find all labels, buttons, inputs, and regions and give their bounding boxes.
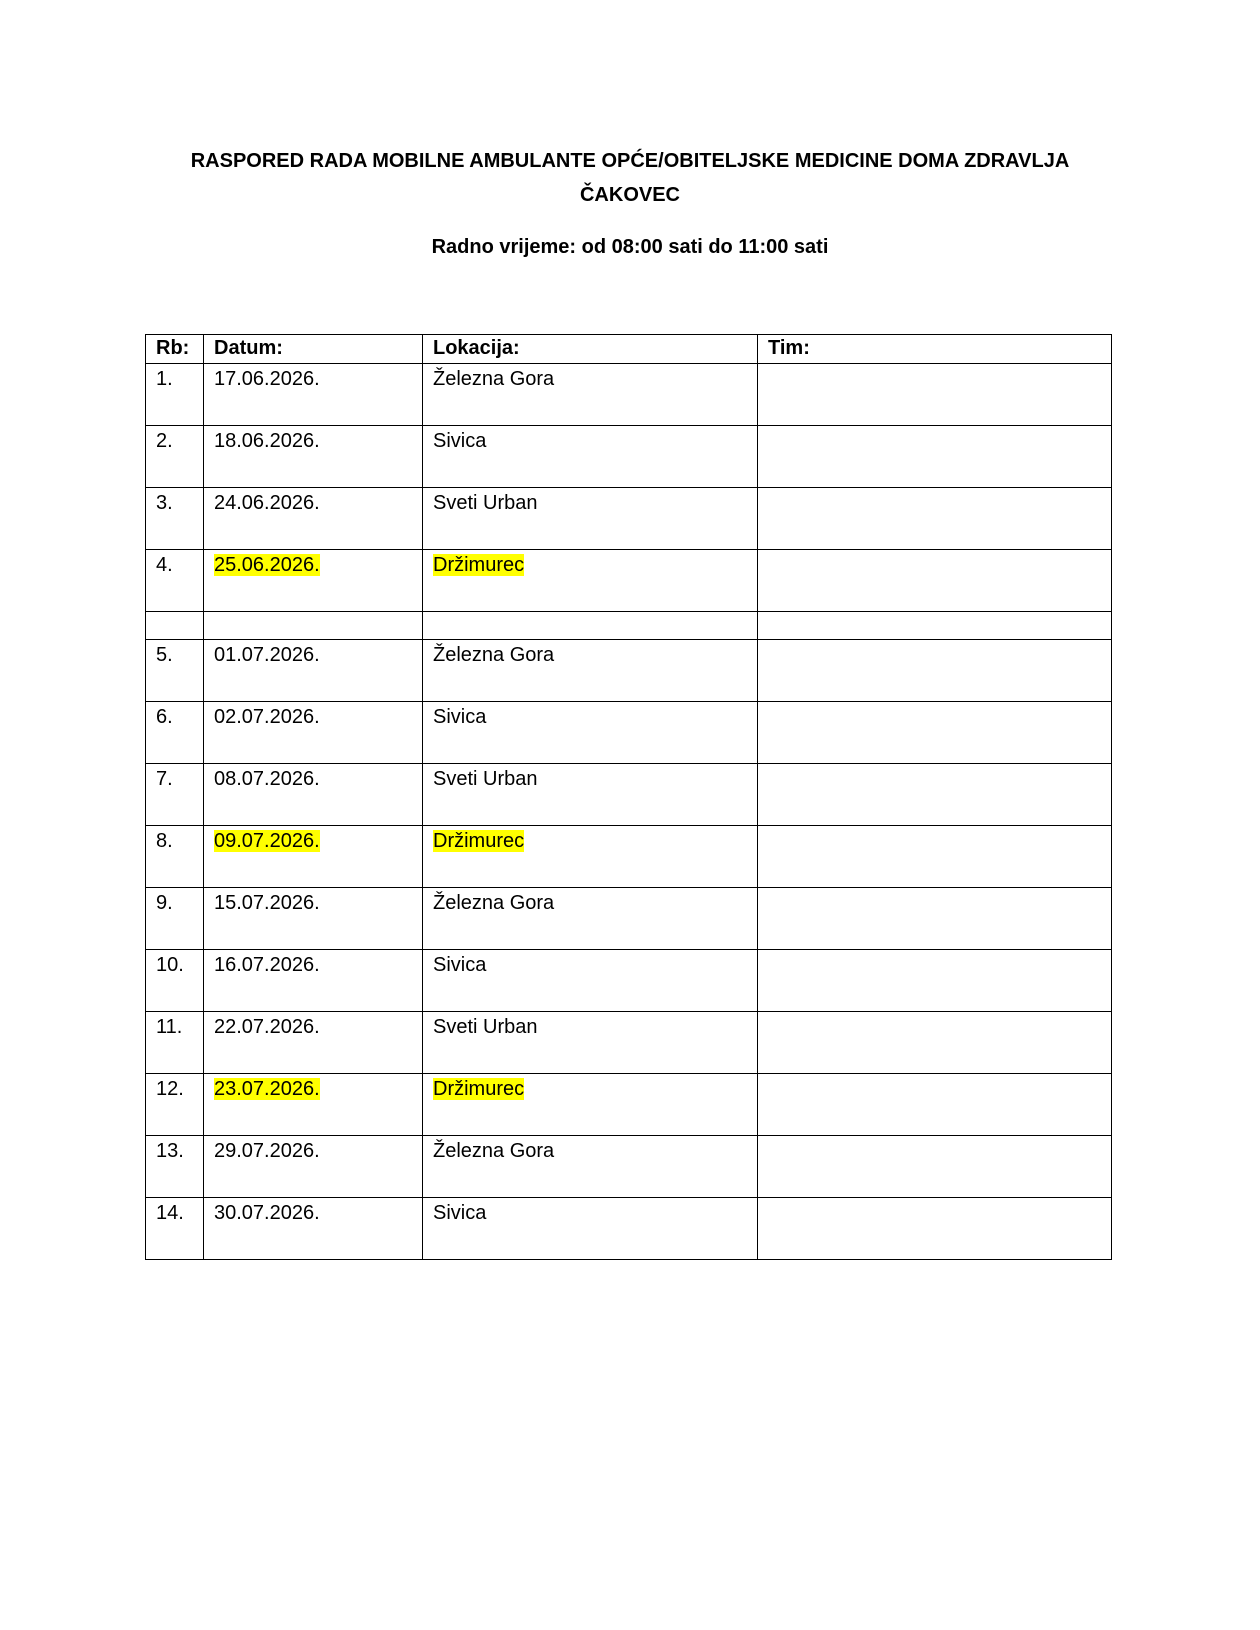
working-hours: Radno vrijeme: od 08:00 sati do 11:00 sati: [431, 236, 829, 258]
document-title: [150, 144, 1110, 212]
cell-datum-text: 24.06.2026.: [214, 492, 320, 514]
cell-rb: 5.: [146, 640, 204, 702]
cell-datum-text: 22.07.2026.: [214, 1016, 320, 1038]
cell-tim: [758, 950, 1112, 1012]
schedule-table: [145, 334, 1112, 1260]
highlighted-location: Držimurec: [433, 554, 525, 576]
cell-lokacija-text: Sivica: [433, 706, 487, 728]
cell-tim: [758, 488, 1112, 550]
cell-lokacija: [423, 426, 758, 488]
cell-datum-text: 16.07.2026.: [214, 954, 320, 976]
table-row: [146, 702, 1112, 764]
cell-datum: [204, 612, 423, 640]
table-row: [146, 364, 1112, 426]
cell-tim: [758, 1136, 1112, 1198]
table-row: [146, 426, 1112, 488]
cell-rb: [146, 612, 204, 640]
cell-datum: [204, 702, 423, 764]
highlighted-location: Držimurec: [433, 830, 525, 852]
cell-datum: [204, 888, 423, 950]
cell-rb: 14.: [146, 1198, 204, 1260]
table-row: [146, 1136, 1112, 1198]
cell-lokacija-text: Železna Gora: [433, 1140, 555, 1162]
cell-lokacija: [423, 612, 758, 640]
cell-rb: 10.: [146, 950, 204, 1012]
cell-lokacija: [423, 640, 758, 702]
cell-lokacija: [423, 1198, 758, 1260]
cell-tim: [758, 888, 1112, 950]
cell-rb: 1.: [146, 364, 204, 426]
cell-datum: [204, 640, 423, 702]
table-row: [146, 550, 1112, 612]
cell-rb: 9.: [146, 888, 204, 950]
cell-lokacija-text: Železna Gora: [433, 644, 555, 666]
table-row: [146, 1198, 1112, 1260]
cell-datum-text: 29.07.2026.: [214, 1140, 320, 1162]
table-row: [146, 950, 1112, 1012]
table-row: [146, 488, 1112, 550]
table-row: [146, 826, 1112, 888]
header-datum: Datum:: [204, 335, 423, 364]
cell-rb: 12.: [146, 1074, 204, 1136]
cell-tim: [758, 764, 1112, 826]
cell-datum-text: 18.06.2026.: [214, 430, 320, 452]
cell-lokacija: [423, 1136, 758, 1198]
cell-datum-text: 02.07.2026.: [214, 706, 320, 728]
cell-datum: [204, 826, 423, 888]
cell-tim: [758, 612, 1112, 640]
cell-lokacija: [423, 826, 758, 888]
cell-rb: 13.: [146, 1136, 204, 1198]
cell-lokacija: [423, 702, 758, 764]
cell-lokacija: [423, 364, 758, 426]
cell-datum: [204, 1012, 423, 1074]
cell-datum: [204, 426, 423, 488]
cell-lokacija-text: Železna Gora: [433, 892, 555, 914]
header-tim: Tim:: [758, 335, 1112, 364]
cell-tim: [758, 702, 1112, 764]
cell-lokacija-text: Železna Gora: [433, 368, 555, 390]
cell-datum: [204, 1136, 423, 1198]
cell-rb: 4.: [146, 550, 204, 612]
cell-lokacija: [423, 1074, 758, 1136]
cell-datum-text: 17.06.2026.: [214, 368, 320, 390]
table-row-empty: [146, 612, 1112, 640]
cell-tim: [758, 1198, 1112, 1260]
cell-lokacija-text: Sveti Urban: [433, 492, 538, 514]
cell-lokacija-text: Sivica: [433, 430, 487, 452]
highlighted-date: 09.07.2026.: [214, 830, 320, 852]
cell-tim: [758, 826, 1112, 888]
cell-tim: [758, 426, 1112, 488]
cell-lokacija-text: Sveti Urban: [433, 768, 538, 790]
table-row: [146, 764, 1112, 826]
highlighted-location: Držimurec: [433, 1078, 525, 1100]
table-row: [146, 1074, 1112, 1136]
cell-rb: 11.: [146, 1012, 204, 1074]
cell-rb: 2.: [146, 426, 204, 488]
cell-rb: 3.: [146, 488, 204, 550]
cell-tim: [758, 550, 1112, 612]
cell-lokacija: [423, 888, 758, 950]
document-title-line2: ČAKOVEC: [579, 184, 680, 206]
table-row: [146, 888, 1112, 950]
highlighted-date: 23.07.2026.: [214, 1078, 320, 1100]
cell-lokacija: [423, 950, 758, 1012]
cell-lokacija: [423, 488, 758, 550]
cell-rb: 8.: [146, 826, 204, 888]
cell-tim: [758, 640, 1112, 702]
cell-datum: [204, 950, 423, 1012]
cell-lokacija-text: Sivica: [433, 954, 487, 976]
cell-tim: [758, 1012, 1112, 1074]
header-lokacija: Lokacija:: [423, 335, 758, 364]
cell-datum: [204, 1074, 423, 1136]
cell-datum-text: 01.07.2026.: [214, 644, 320, 666]
table-row: [146, 1012, 1112, 1074]
cell-datum-text: 15.07.2026.: [214, 892, 320, 914]
table-row: [146, 640, 1112, 702]
cell-datum-text: 08.07.2026.: [214, 768, 320, 790]
cell-lokacija-text: Sveti Urban: [433, 1016, 538, 1038]
table-header-row: [146, 335, 1112, 364]
cell-rb: 7.: [146, 764, 204, 826]
cell-lokacija: [423, 764, 758, 826]
cell-datum: [204, 764, 423, 826]
cell-rb: 6.: [146, 702, 204, 764]
cell-lokacija: [423, 550, 758, 612]
cell-datum: [204, 488, 423, 550]
cell-datum-text: 30.07.2026.: [214, 1202, 320, 1224]
cell-datum: [204, 1198, 423, 1260]
highlighted-date: 25.06.2026.: [214, 554, 320, 576]
cell-lokacija: [423, 1012, 758, 1074]
cell-datum: [204, 550, 423, 612]
document-title-line1: RASPORED RADA MOBILNE AMBULANTE OPĆE/OBITELJSKE MEDICINE DOMA ZDRAVLJA: [190, 150, 1070, 172]
header-rb: Rb:: [146, 335, 204, 364]
cell-lokacija-text: Sivica: [433, 1202, 487, 1224]
cell-datum: [204, 364, 423, 426]
cell-tim: [758, 364, 1112, 426]
cell-tim: [758, 1074, 1112, 1136]
